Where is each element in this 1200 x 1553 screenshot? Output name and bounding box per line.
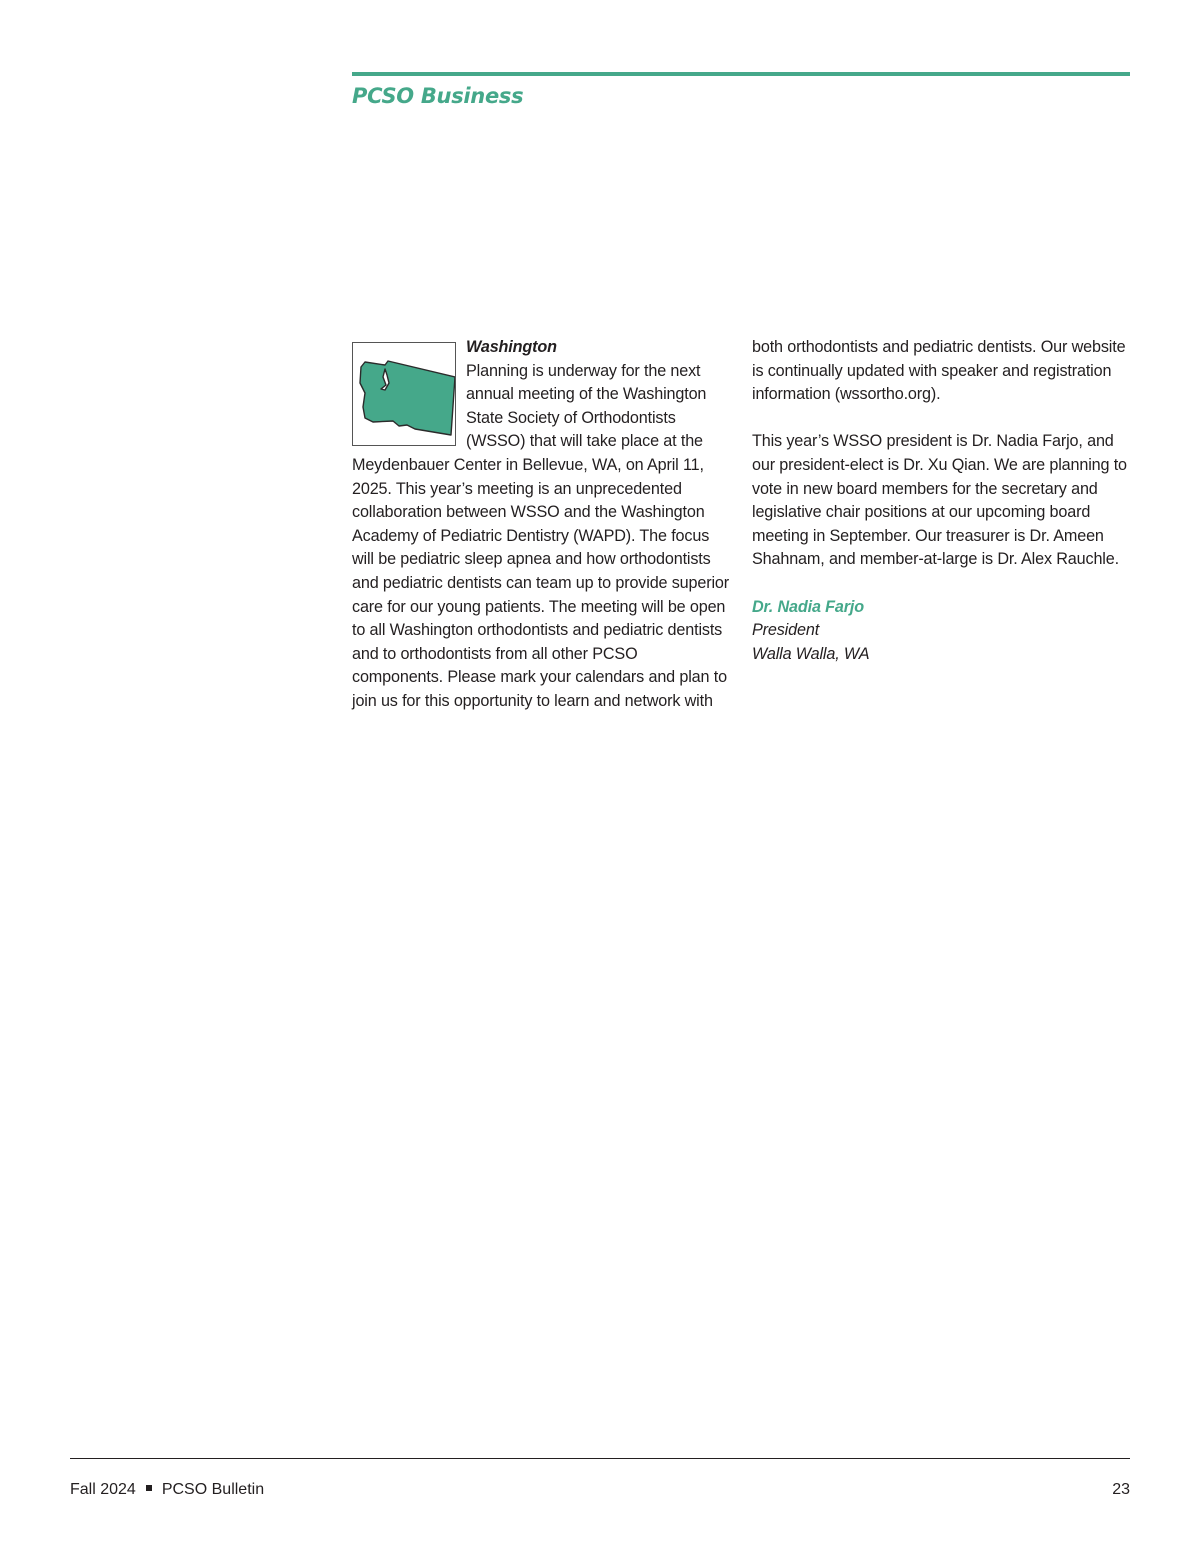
washington-map-shape (355, 355, 455, 437)
header-rule (352, 72, 1130, 76)
bullet-separator-icon (146, 1485, 152, 1491)
footer-issue: Fall 2024 (70, 1481, 136, 1498)
article-paragraph-1: Planning is underway for the next annual meeting of the Washington State Society of Orthodontists (WSSO) that will take place at the Meydenbauer Center in Bellevue, WA, on April 11, 2025. This year’s meeting is an unprecedented collaboration between WSSO and the Washington Academy of Pediatric Dentistry (WAPD). The focus will be pediatric sleep apnea and how orthodontists and pediatric dentists can team up to provide superior care for our young patients. The meeting will be open to all Washington orthodontists and pediatric dentists and to orthodontists from all other PCSO components. Please mark your calendars and plan to join us for this opportunity to learn and network with (352, 361, 730, 710)
signature-location: Walla Walla, WA (752, 644, 870, 663)
article-heading: Washington (466, 338, 557, 356)
spacer (752, 407, 1130, 431)
section-title: PCSO Business (352, 84, 524, 108)
signature-name: Dr. Nadia Farjo (752, 597, 864, 616)
article-paragraph-1-continued: both orthodontists and pediatric dentists. Our website is continually updated with speaker and registration information (wssortho.org). (752, 338, 1126, 404)
article-column-right (752, 336, 1130, 666)
page-number: 23 (1112, 1481, 1130, 1498)
footer-rule (70, 1458, 1130, 1459)
spacer (752, 572, 1130, 596)
footer-issue-info (70, 1481, 264, 1499)
article-paragraph-2: This year’s WSSO president is Dr. Nadia Farjo, and our president-elect is Dr. Xu Qian. We are planning to vote in new board members for the secretary and legislative chair positions at our upcoming board meeting in September. Our treasurer is Dr. Ameen Shahnam, and member-at-large is Dr. Alex Rauchle. (752, 432, 1127, 569)
footer-publication: PCSO Bulletin (161, 1481, 265, 1498)
signature-title: President (752, 621, 820, 640)
article-column-left (352, 336, 730, 714)
washington-state-map-icon (352, 342, 456, 446)
